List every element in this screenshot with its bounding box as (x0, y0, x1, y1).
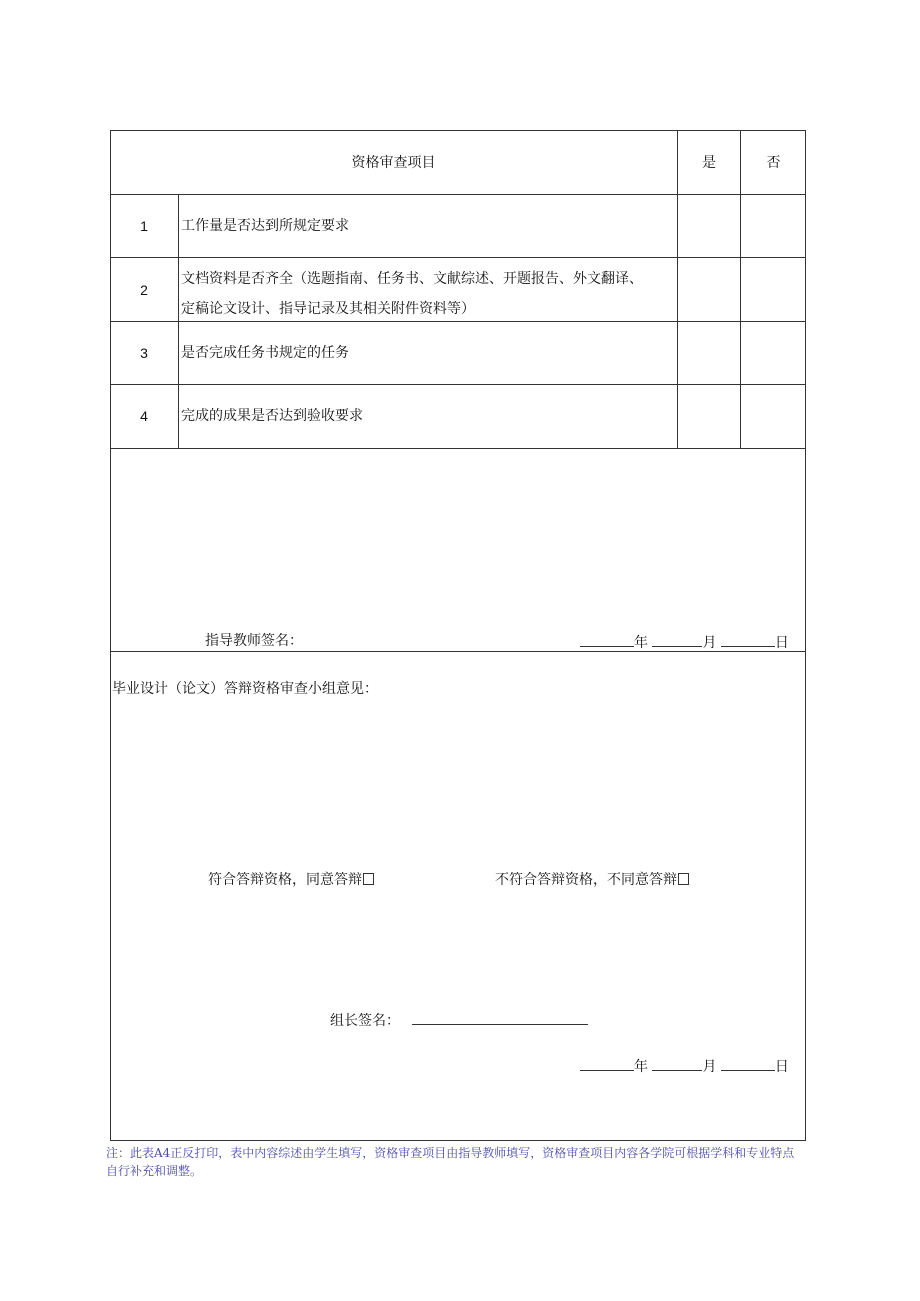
year-blank[interactable] (580, 1056, 634, 1071)
row-number: 4 (140, 408, 148, 424)
row-number: 3 (140, 345, 148, 361)
committee-date (580, 1056, 789, 1076)
no-cell[interactable] (741, 258, 805, 321)
committee-title: 毕业设计（论文）答辩资格审查小组意见： (112, 681, 378, 697)
day-blank[interactable] (721, 1056, 775, 1071)
year-label: 年 (634, 1059, 648, 1075)
day-blank[interactable] (721, 632, 775, 647)
leader-sign-label: 组长签名： (330, 1013, 400, 1029)
row-number: 2 (140, 282, 148, 298)
disagree-checkbox[interactable] (678, 873, 689, 885)
row-item-continued: 定稿论文设计、指导记录及其相关附件资料等） (181, 301, 475, 317)
teacher-comment-area[interactable] (111, 449, 805, 629)
row-item: 工作量是否达到所规定要求 (181, 218, 349, 234)
yes-cell[interactable] (678, 195, 740, 257)
option-disagree-label: 不符合答辩资格，不同意答辩 (495, 872, 677, 888)
row-item: 文档资料是否齐全（选题指南、任务书、文献综述、开题报告、外文翻译、 (181, 271, 643, 287)
no-cell[interactable] (741, 195, 805, 257)
day-label: 日 (774, 635, 789, 651)
month-blank[interactable] (652, 632, 702, 647)
option-disagree[interactable] (495, 871, 689, 889)
year-label: 年 (634, 635, 648, 651)
month-label: 月 (702, 635, 717, 651)
yes-cell[interactable] (678, 385, 740, 448)
option-agree[interactable] (208, 871, 374, 889)
row-number: 1 (140, 218, 148, 234)
header-review-items: 资格审查项目 (351, 155, 436, 171)
yes-cell[interactable] (678, 258, 740, 321)
day-label: 日 (774, 1059, 789, 1075)
no-cell[interactable] (741, 385, 805, 448)
month-label: 月 (702, 1059, 717, 1075)
teacher-sign-label: 指导教师签名： (205, 633, 303, 649)
row-item: 是否完成任务书规定的任务 (181, 345, 349, 361)
month-blank[interactable] (652, 1056, 702, 1071)
header-yes: 是 (702, 155, 716, 171)
header-no: 否 (766, 155, 781, 171)
no-cell[interactable] (741, 322, 805, 384)
year-blank[interactable] (580, 632, 634, 647)
yes-cell[interactable] (678, 322, 740, 384)
teacher-date (580, 632, 789, 652)
row-item: 完成的成果是否达到验收要求 (181, 408, 363, 424)
leader-sign (330, 1010, 588, 1030)
grid-line (178, 194, 179, 448)
agree-checkbox[interactable] (363, 873, 374, 885)
leader-sign-blank[interactable] (412, 1010, 588, 1025)
option-agree-label: 符合答辩资格，同意答辩 (208, 872, 362, 888)
footnote: 注：此表A4正反打印，表中内容综述由学生填写，资格审查项目由指导教师填写，资格审查项目内容各学院可根据学科和专业特点自行补充和调整。 (106, 1146, 795, 1178)
